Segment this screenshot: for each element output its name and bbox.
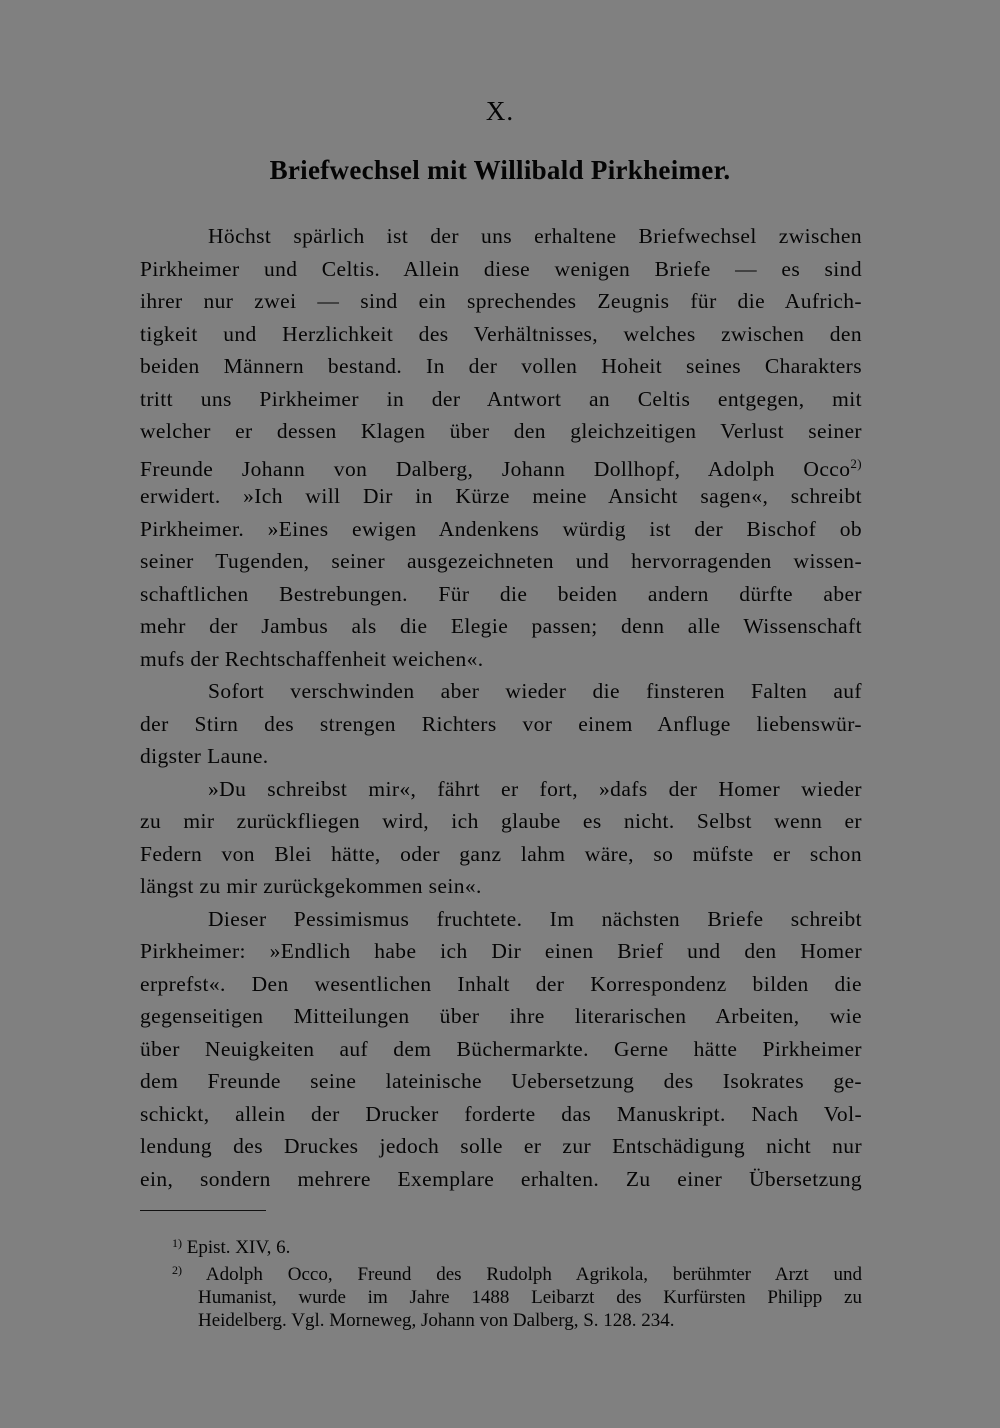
text-line: schickt, allein der Drucker forderte das Manuskript. Nach Vol- bbox=[140, 1101, 862, 1126]
text-line: mufs der Rechtschaffenheit weichen«. bbox=[140, 646, 484, 671]
text-line-with-footnote bbox=[140, 448, 862, 481]
text-line: Pirkheimer: »Endlich habe ich Dir einen Brief und den Homer bbox=[140, 939, 862, 963]
body-text bbox=[140, 220, 862, 1195]
text-line: ihrer nur zwei — sind ein sprechendes Zeugnis für die Aufrich- bbox=[140, 289, 862, 313]
text-line: Federn von Blei hätte, oder ganz lahm wäre, so müfste er schon bbox=[140, 841, 862, 866]
text-line: gegenseitigen Mitteilungen über ihre literarischen Arbeiten, wie bbox=[140, 1004, 862, 1028]
text-line: dem Freunde seine lateinische Uebersetzung des Isokrates ge- bbox=[140, 1069, 862, 1093]
text-line: erwidert. »Ich will Dir in Kürze meine Ansicht sagen«, schreibt bbox=[140, 484, 862, 508]
footnote bbox=[172, 1232, 862, 1259]
text-line: tigkeit und Herzlichkeit des Verhältnisses, welches zwischen den bbox=[140, 321, 862, 346]
footnote bbox=[172, 1259, 862, 1286]
chapter-title: Briefwechsel mit Willibald Pirkheimer. bbox=[269, 155, 731, 185]
text-line-content: Freunde Johann von Dalberg, Johann Dollhopf, Adolph Occo bbox=[140, 456, 851, 481]
footnote-marker: 1) bbox=[172, 1236, 182, 1250]
text-line: Höchst spärlich ist der uns erhaltene Briefwechsel zwischen bbox=[208, 224, 862, 248]
footnote-text: Humanist, wurde im Jahre 1488 Leibarzt des Kurfürsten Philipp zu bbox=[198, 1287, 862, 1308]
footnote-text: Epist. XIV, 6. bbox=[186, 1237, 291, 1258]
text-line: Pirkheimer. »Eines ewigen Andenkens würdig ist der Bischof ob bbox=[140, 516, 862, 541]
footnote-text: Adolph Occo, Freund des Rudolph Agrikola, berühmter Arzt und bbox=[205, 1264, 863, 1285]
text-line: beiden Männern bestand. In der vollen Hoheit seines Charakters bbox=[140, 354, 862, 378]
text-line: lendung des Druckes jedoch solle er zur Entschädigung nicht nur bbox=[140, 1134, 862, 1158]
text-line: ein, sondern mehrere Exemplare erhalten. Zu einer Übersetzung bbox=[140, 1166, 862, 1191]
text-line: über Neuigkeiten auf dem Büchermarkte. Gerne hätte Pirkheimer bbox=[140, 1036, 862, 1061]
text-line: zu mir zurückfliegen wird, ich glaube es nicht. Selbst wenn er bbox=[140, 809, 862, 833]
text-line: schaftlichen Bestrebungen. Für die beiden andern dürfte aber bbox=[140, 581, 862, 606]
footnote-divider bbox=[140, 1210, 266, 1211]
text-line: Dieser Pessimismus fruchtete. Im nächsten Briefe schreibt bbox=[208, 906, 862, 931]
footnote-text: Heidelberg. Vgl. Morneweg, Johann von Dalberg, S. 128. 234. bbox=[198, 1310, 675, 1331]
text-line: digster Laune. bbox=[140, 744, 269, 768]
footnote-reference: 2) bbox=[850, 455, 862, 471]
text-line: Sofort verschwinden aber wieder die finsteren Falten auf bbox=[208, 679, 862, 703]
text-line: längst zu mir zurückgekommen sein«. bbox=[140, 874, 482, 898]
text-line: mehr der Jambus als die Elegie passen; denn alle Wissenschaft bbox=[140, 614, 862, 638]
text-line: »Du schreibst mir«, fährt er fort, »dafs der Homer wieder bbox=[208, 776, 862, 801]
footnote-marker: 2) bbox=[172, 1263, 182, 1277]
text-line: der Stirn des strengen Richters vor einem Anfluge liebenswür- bbox=[140, 711, 862, 736]
text-line: seiner Tugenden, seiner ausgezeichneten und hervorragenden wissen- bbox=[140, 549, 862, 573]
footnotes bbox=[172, 1232, 862, 1332]
text-line: erprefst«. Den wesentlichen Inhalt der Korrespondenz bilden die bbox=[140, 971, 862, 996]
text-line: welcher er dessen Klagen über den gleichzeitigen Verlust seiner bbox=[140, 419, 862, 443]
text-line: Pirkheimer und Celtis. Allein diese wenigen Briefe — es sind bbox=[140, 256, 862, 281]
chapter-number: X. bbox=[485, 96, 515, 126]
text-line: tritt uns Pirkheimer in der Antwort an Celtis entgegen, mit bbox=[140, 386, 862, 411]
